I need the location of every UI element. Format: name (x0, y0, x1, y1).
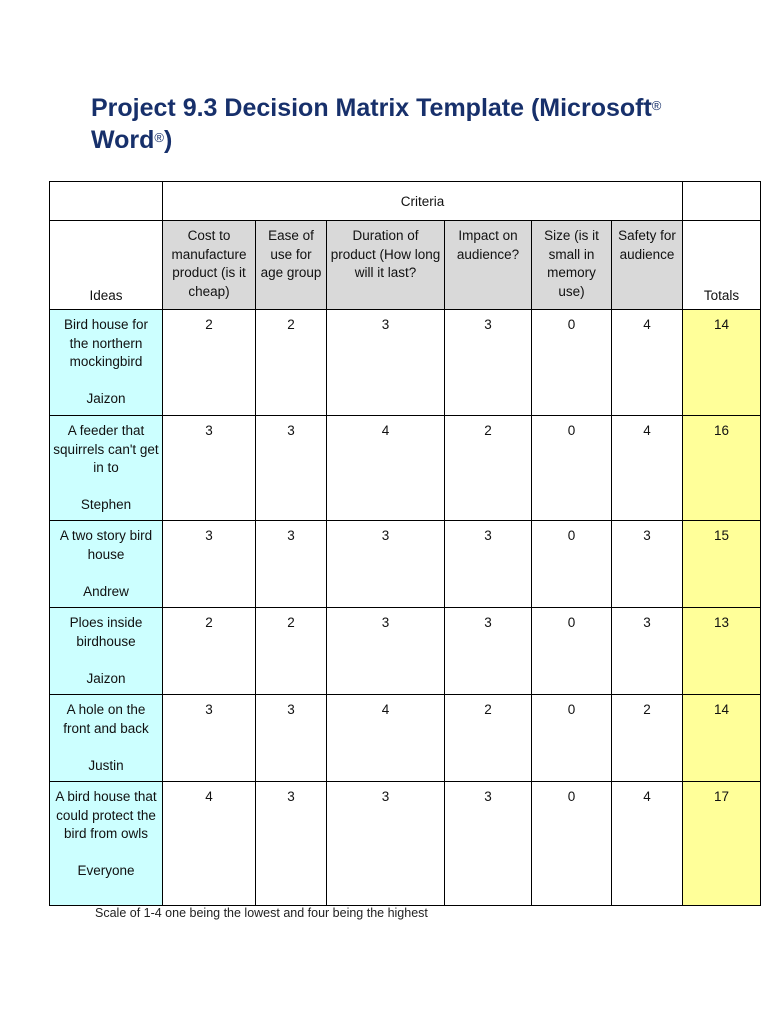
score-cell: 3 (327, 608, 445, 695)
idea-author: Everyone (77, 863, 135, 878)
criteria-header: Criteria (163, 182, 683, 221)
score-cell: 3 (445, 782, 532, 906)
decision-matrix-table (49, 181, 761, 906)
score-cell: 3 (445, 521, 532, 608)
score-cell: 3 (256, 416, 327, 521)
score-cell: 2 (163, 310, 256, 416)
total-cell: 15 (683, 521, 761, 608)
ideas-header: Ideas (50, 221, 163, 310)
idea-author: Jaizon (86, 391, 126, 406)
score-cell: 3 (327, 521, 445, 608)
score-cell: 3 (445, 310, 532, 416)
totals-header: Totals (683, 221, 761, 310)
idea-cell (50, 608, 163, 695)
score-cell: 3 (612, 608, 683, 695)
criterion-header: Cost to manufacture product (is it cheap) (163, 221, 256, 310)
score-cell: 3 (327, 310, 445, 416)
idea-text: A feeder that squirrels can't get in to (53, 423, 159, 475)
score-cell: 3 (256, 695, 327, 782)
idea-cell (50, 782, 163, 906)
table-row (50, 695, 761, 782)
page-title: Project 9.3 Decision Matrix Template (Microsoft® Word®) (91, 94, 662, 154)
criterion-header: Ease of use for age group (256, 221, 327, 310)
criterion-header: Size (is it small in memory use) (532, 221, 612, 310)
score-cell: 2 (612, 695, 683, 782)
score-cell: 0 (532, 416, 612, 521)
score-cell: 0 (532, 695, 612, 782)
idea-text: A two story bird house (59, 528, 153, 562)
score-cell: 4 (327, 416, 445, 521)
score-cell: 2 (256, 608, 327, 695)
table-row (50, 608, 761, 695)
idea-author: Stephen (80, 497, 132, 512)
idea-text: A hole on the front and back (63, 702, 149, 736)
idea-cell (50, 310, 163, 416)
table-row (50, 521, 761, 608)
blank-totals-cell (683, 182, 761, 221)
total-cell: 13 (683, 608, 761, 695)
total-cell: 14 (683, 310, 761, 416)
table-row (50, 310, 761, 416)
idea-cell (50, 521, 163, 608)
score-cell: 4 (612, 416, 683, 521)
score-cell: 0 (532, 521, 612, 608)
scale-footnote: Scale of 1-4 one being the lowest and four being the highest (95, 906, 428, 920)
idea-cell (50, 695, 163, 782)
idea-author: Andrew (83, 583, 129, 599)
score-cell: 4 (163, 782, 256, 906)
idea-author: Jaizon (86, 670, 126, 686)
score-cell: 3 (163, 695, 256, 782)
idea-text: Ploes inside birdhouse (69, 615, 143, 649)
score-cell: 3 (256, 782, 327, 906)
score-cell: 4 (327, 695, 445, 782)
score-cell: 3 (163, 521, 256, 608)
score-cell: 4 (612, 782, 683, 906)
total-cell: 16 (683, 416, 761, 521)
table-row (50, 416, 761, 521)
score-cell: 3 (256, 521, 327, 608)
score-cell: 0 (532, 782, 612, 906)
total-cell: 14 (683, 695, 761, 782)
score-cell: 2 (163, 608, 256, 695)
score-cell: 3 (163, 416, 256, 521)
score-cell: 2 (445, 416, 532, 521)
score-cell: 3 (612, 521, 683, 608)
criterion-header: Duration of product (How long will it last? (327, 221, 445, 310)
score-cell: 2 (445, 695, 532, 782)
score-cell: 2 (256, 310, 327, 416)
criterion-header: Impact on audience? (445, 221, 532, 310)
score-cell: 0 (532, 608, 612, 695)
blank-corner-cell (50, 182, 163, 221)
idea-author: Justin (88, 757, 124, 773)
idea-text: Bird house for the northern mockingbird (63, 317, 149, 369)
table-row (50, 782, 761, 906)
score-cell: 3 (445, 608, 532, 695)
score-cell: 4 (612, 310, 683, 416)
idea-text: A bird house that could protect the bird from owls (55, 789, 157, 841)
score-cell: 0 (532, 310, 612, 416)
idea-cell (50, 416, 163, 521)
score-cell: 3 (327, 782, 445, 906)
criterion-header: Safety for audience (612, 221, 683, 310)
total-cell: 17 (683, 782, 761, 906)
